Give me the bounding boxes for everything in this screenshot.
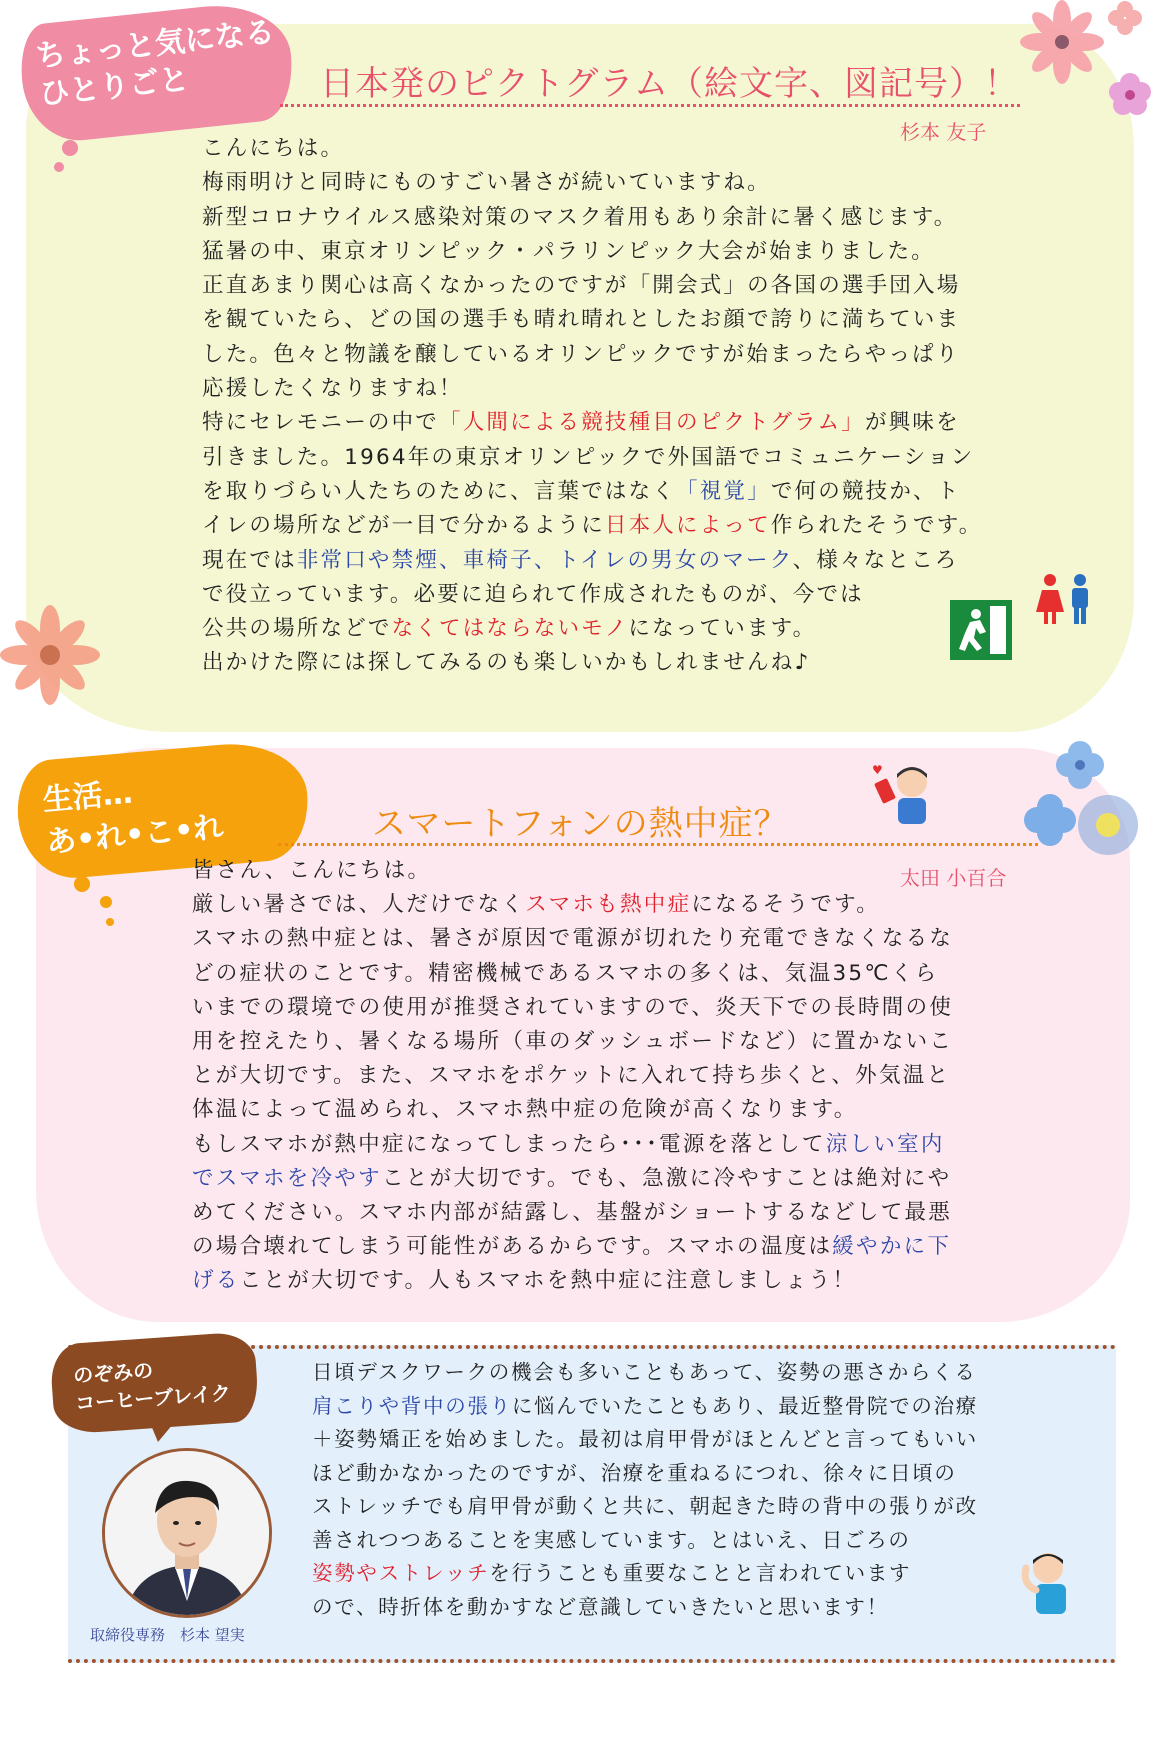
body-text: ので、時折体を動かすなど意識していきたいと思います！ [312, 1594, 889, 1619]
highlight-text: 姿勢やストレッチ [312, 1561, 490, 1585]
body-line [202, 303, 1062, 337]
section3-caption: 取締役専務 杉本 望実 [90, 1626, 245, 1644]
body-text: が興味を [864, 410, 960, 436]
body-text: 新型コロナウイルス感染対策のマスク着用もあり余計に暑く感じます。 [202, 204, 958, 230]
restroom-icon [1036, 572, 1096, 624]
body-text: ことが大切です。人もスマホを熱中症に注意しましょう！ [239, 1268, 857, 1294]
body-text: 出かけた際には探してみるのも楽しいかもしれませんね♪ [202, 650, 811, 676]
body-line [312, 1423, 1112, 1457]
section2-author: 太田 小百合 [900, 866, 1007, 890]
body-text: 応援したくなりますね！ [202, 376, 463, 402]
body-line [192, 854, 1052, 888]
body-text: スマホの熱中症とは、暑さが原因で電源が切れたり充電できなくなるな [192, 926, 954, 952]
section3-body [312, 1356, 1112, 1624]
highlight-text: 緩やかに下 [832, 1234, 952, 1260]
body-line [192, 1093, 1052, 1127]
section1-title-underline [280, 104, 1020, 107]
body-text: 特にセレモニーの中で [202, 410, 440, 436]
body-line [202, 612, 1062, 646]
body-line [312, 1390, 1112, 1424]
body-text: 体温によって温められ、スマホ熱中症の危険が高くなります。 [192, 1097, 858, 1123]
body-text: ことが大切です。でも、急激に冷やすことは絶対にや [381, 1165, 952, 1191]
body-text: 厳しい暑さでは、人だけでなく [192, 892, 526, 918]
body-text: で何の競技か、ト [770, 478, 961, 504]
highlight-text: 日本人によって [604, 513, 771, 539]
emergency-exit-icon [950, 600, 1012, 660]
body-text: に悩んでいたこともあり、最近整骨院での治療 [511, 1393, 979, 1418]
body-text: もしスマホが熱中症になってしまったら･･･電源を落として [192, 1131, 826, 1157]
flower-icon [1010, 0, 1153, 130]
body-text: 猛暑の中、東京オリンピック・パラリンピック大会が始まりました。 [202, 238, 935, 264]
body-line [312, 1490, 1112, 1524]
body-text: 作られたそうです。 [770, 513, 983, 539]
body-line [192, 1230, 1052, 1264]
badge-dot [54, 162, 64, 172]
badge-dot [74, 876, 90, 892]
body-line [202, 406, 1062, 440]
body-line [202, 338, 1062, 372]
body-text: 日頃デスクワークの機会も多いこともあって、姿勢の悪さからくる [312, 1360, 977, 1384]
section3-badge-line1: のぞみの [72, 1358, 154, 1388]
body-line [192, 1025, 1052, 1059]
body-line [312, 1557, 1112, 1591]
body-line [192, 1059, 1052, 1093]
body-line [202, 132, 1062, 166]
body-line [202, 475, 1062, 509]
body-text: を行うことも重要なことと言われています [489, 1561, 912, 1585]
body-line [312, 1524, 1112, 1558]
body-line [202, 166, 1062, 200]
section2-body [192, 854, 1052, 1299]
section3-badge-line2: コーヒーブレイク [74, 1380, 232, 1416]
highlight-text: 肩こりや背中の張り [312, 1393, 512, 1418]
body-text: めてください。スマホ内部が結露し、基盤がショートするなどして最悪 [192, 1200, 953, 1226]
body-line [192, 1264, 1052, 1298]
body-text: になるそうです。 [691, 892, 881, 918]
hot-phone-person-icon [872, 760, 942, 828]
body-text: とが大切です。また、スマホをポケットに入れて持ち歩くと、外気温と [192, 1063, 951, 1089]
avatar [102, 1448, 272, 1618]
body-line [202, 201, 1062, 235]
body-text: ストレッチでも肩甲骨が動くと共に、朝起きた時の背中の張りが改 [312, 1494, 978, 1518]
section2-badge-line1: 生活… [41, 775, 134, 819]
body-text: どの症状のことです。精密機械であるスマホの多くは、気温35℃くら [192, 960, 939, 986]
highlight-text: スマホも熱中症 [525, 892, 692, 918]
body-text: を取りづらい人たちのために、言葉ではなく [202, 478, 677, 504]
body-line [202, 235, 1062, 269]
section2-title-underline [278, 843, 1038, 846]
body-line [202, 544, 1062, 578]
section1-body [202, 132, 1062, 681]
section1-title: 日本発のピクトグラム（絵文字、図記号）！ [320, 64, 1019, 104]
highlight-text: 非常口や禁煙、車椅子、トイレの男女のマーク [296, 547, 793, 573]
highlight-text: 「人間による競技種目のピクトグラム」 [439, 410, 865, 436]
body-text: 正直あまり関心は高くなかったのですが「開会式」の各国の選手団入場 [202, 273, 961, 299]
body-text: 公共の場所などで [202, 616, 392, 642]
body-line [202, 441, 1062, 475]
body-line [202, 372, 1062, 406]
body-text: いまでの環境での使用が推奨されていますので、炎天下での長時間の使 [192, 994, 954, 1020]
svg-text:♥: ♥ [872, 763, 883, 777]
body-text: 皆さん、こんにちは。 [192, 858, 432, 883]
badge-dot [100, 896, 112, 908]
body-line [202, 646, 1062, 680]
body-text: を観ていたら、どの国の選手も晴れ晴れとしたお顔で誇りに満ちていま [202, 307, 961, 333]
body-text: の場合壊れてしまう可能性があるからです。スマホの温度は [192, 1234, 833, 1260]
badge-dot [62, 140, 78, 156]
body-text: 引きました。1964年の東京オリンピックで外国語でコミュニケーション [202, 444, 975, 470]
highlight-text: 「視覚」 [676, 478, 771, 504]
body-line [312, 1457, 1112, 1491]
body-line [192, 1128, 1052, 1162]
body-text: で役立っています。必要に迫られて作成されたものが、今では [202, 581, 864, 607]
body-line [202, 578, 1062, 612]
body-line [202, 269, 1062, 303]
stretch-person-icon [1018, 1548, 1082, 1618]
body-text: 梅雨明けと同時にものすごい暑さが続いていますね。 [202, 170, 771, 196]
body-text: 、様々なところ [792, 547, 959, 573]
body-line [192, 1196, 1052, 1230]
badge-pointer [148, 1418, 178, 1442]
body-text: こんにちは。 [202, 136, 345, 161]
section1-author: 杉本 友子 [900, 120, 987, 144]
badge-dot [106, 918, 114, 926]
highlight-text: げる [192, 1268, 240, 1294]
body-line [202, 509, 1062, 543]
section2-badge-line2: あ•れ•こ•れ [44, 809, 225, 861]
body-line [192, 888, 1052, 922]
body-text: ほど動かなかったのですが、治療を重ねるにつれ、徐々に日頃の [312, 1460, 957, 1485]
body-text: 現在では [202, 547, 297, 573]
body-line [192, 991, 1052, 1025]
flower-icon [0, 600, 110, 710]
body-text: イレの場所などが一目で分かるように [202, 513, 605, 539]
body-text: ＋姿勢矯正を始めました。最初は肩甲骨がほとんどと言ってもいい [312, 1427, 978, 1451]
body-line [312, 1356, 1112, 1390]
body-text: 用を控えたり、暑くなる場所（車のダッシュボードなど）に置かないこ [192, 1029, 954, 1055]
body-line [192, 922, 1052, 956]
section1-badge-line2: ひとりごと [37, 61, 191, 113]
highlight-text: 涼しい室内 [825, 1131, 945, 1157]
section1-badge-line1: ちょっと気になる [33, 14, 277, 75]
body-text: になっています。 [628, 616, 817, 642]
highlight-text: でスマホを冷やす [192, 1165, 382, 1191]
highlight-text: なくてはならないモノ [391, 616, 629, 642]
body-line [312, 1591, 1112, 1625]
body-text: した。色々と物議を醸しているオリンピックですが始まったらやっぱり [202, 341, 960, 367]
body-line [192, 957, 1052, 991]
portrait-icon [105, 1451, 269, 1615]
body-line [192, 1162, 1052, 1196]
section2-title: スマートフォンの熱中症？ [372, 804, 789, 844]
body-text: 善されつつあることを実感しています。とはいえ、日ごろの [312, 1527, 911, 1552]
